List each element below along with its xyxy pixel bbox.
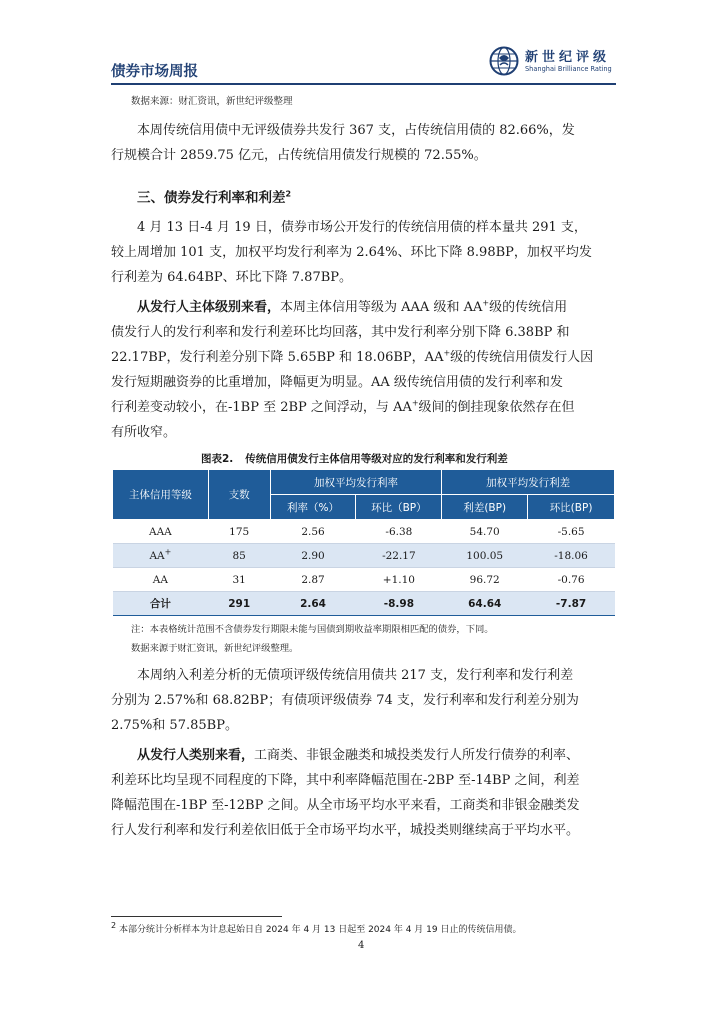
section-heading [137, 186, 291, 206]
header-count: 支数 [208, 470, 270, 520]
paragraph-issuer-type [111, 743, 616, 843]
text-line: 债发行人的发行利率和发行利差环比均回落，其中发行利率分别下降 6.38BP 和 [111, 325, 570, 340]
table-note: 注：本表格统计范围不含债券发行期限未能与国债到期收益率期限相匹配的债券，下同。 [131, 624, 494, 635]
cell-rate: 2.56 [270, 520, 356, 544]
header-group-rate: 加权平均发行利率 [270, 470, 442, 495]
cell-spread-change: -0.76 [528, 568, 615, 592]
cell-spread-change: -18.06 [528, 544, 615, 568]
cell-rate-change: -6.38 [356, 520, 442, 544]
table-row [113, 544, 615, 568]
table-source: 数据来源于财汇资讯，新世纪评级整理。 [131, 643, 299, 654]
cell-spread-change: -7.87 [528, 592, 615, 616]
cell-rate: 2.64 [270, 592, 356, 616]
cell-count: 31 [208, 568, 270, 592]
header-rating: 主体信用等级 [113, 470, 209, 520]
header-spread-change: 环比(BP) [528, 495, 615, 520]
logo-chinese-name: 新世纪评级 [525, 50, 611, 65]
cell-count: 291 [208, 592, 270, 616]
text-line: 从发行人类别来看，工商类、非银金融类和城投类发行人所发行债券的利率、 [137, 748, 580, 763]
text-line: 行利差为 64.64BP、环比下降 7.87BP。 [111, 270, 353, 285]
text-line: 有所收窄。 [111, 425, 177, 440]
header-spread: 利差(BP) [442, 495, 528, 520]
text-line: 较上周增加 101 支，加权平均发行利率为 2.64%、环比下降 8.98BP，加权平均发 [111, 245, 592, 260]
cell-rate: 2.87 [270, 568, 356, 592]
paragraph-lead: 从发行人类别来看， [137, 748, 255, 763]
table-total-row [113, 592, 615, 616]
text-line: 利差环比均呈现不同程度的下降，其中利率降幅范围在-2BP 至-14BP 之间，利差 [111, 773, 580, 788]
cell-count: 175 [208, 520, 270, 544]
table-caption-text: 传统信用债发行主体信用等级对应的发行利率和发行利差 [245, 453, 508, 465]
header-title: 债券市场周报 [111, 64, 198, 80]
cell-spread-change: -5.65 [528, 520, 615, 544]
page-header [111, 44, 616, 82]
cell-spread: 96.72 [442, 568, 528, 592]
text-line: 行规模合计 2859.75 亿元，占传统信用债发行规模的 72.55%。 [111, 148, 487, 163]
cell-rating: AA [113, 568, 209, 592]
globe-logo-icon [489, 46, 519, 76]
table-caption-number: 图表2. [201, 453, 234, 465]
paragraph-issuer-rating [111, 295, 616, 445]
logo-english-name: Shanghai Brilliance Rating [525, 65, 612, 73]
text-line: 分别为 2.57%和 68.82BP；有债项评级债券 74 支，发行利率和发行利差分别为 [111, 693, 579, 708]
text-line: 本周纳入利差分析的无债项评级传统信用债共 217 支，发行利率和发行利差 [137, 668, 574, 683]
text-line: 降幅范围在-1BP 至-12BP 之间。从全市场平均水平来看，工商类和非银金融类发 [111, 798, 580, 813]
cell-rate-change: +1.10 [356, 568, 442, 592]
table-caption [201, 451, 508, 466]
text-line: 本周传统信用债中无评级债券共发行 367 支，占传统信用债的 82.66%，发 [137, 123, 575, 138]
cell-spread: 100.05 [442, 544, 528, 568]
text-line: 发行短期融资券的比重增加，降幅更为明显。AA 级传统信用债的发行利率和发 [111, 375, 563, 390]
footnote-divider [111, 916, 282, 917]
footnote-ref: 2 [285, 189, 292, 199]
header-group-spread: 加权平均发行利差 [442, 470, 615, 495]
text-line: 行利差变动较小，在-1BP 至 2BP 之间浮动，与 AA+级间的倒挂现象依然存在但 [111, 398, 575, 415]
cell-rate-change: -8.98 [356, 592, 442, 616]
cell-spread: 54.70 [442, 520, 528, 544]
page-number: 4 [358, 940, 365, 951]
header-rate-change: 环比（BP） [356, 495, 442, 520]
footnote-mark: 2 [111, 921, 117, 930]
paragraph-rated-vs-unrated [111, 663, 616, 738]
paragraph-unrated-bonds [111, 118, 616, 168]
rating-rate-table [112, 469, 615, 616]
cell-rate: 2.90 [270, 544, 356, 568]
cell-rate-change: -22.17 [356, 544, 442, 568]
header-rate: 利率（%） [270, 495, 356, 520]
table-row [113, 568, 615, 592]
text-line: 4 月 13 日-4 月 19 日，债券市场公开发行的传统信用债的样本量共 291 支， [137, 220, 587, 235]
cell-rating: AAA [113, 520, 209, 544]
company-logo [489, 44, 619, 80]
text-line: 从发行人主体级别来看，本周主体信用等级为 AAA 级和 AA+级的传统信用 [137, 298, 568, 315]
cell-rating: 合计 [113, 592, 209, 616]
section-title: 三、债券发行利率和利差 [137, 190, 286, 206]
data-source-top: 数据来源：财汇资讯，新世纪评级整理 [131, 96, 293, 107]
cell-rating: AA+ [113, 544, 209, 568]
text-line: 2.75%和 57.85BP。 [111, 718, 238, 733]
text-line: 22.17BP，发行利差分别下降 5.65BP 和 18.06BP，AA+级的传统信用债发行人因 [111, 348, 594, 365]
footnote-text: 本部分统计分析样本为计息起始日自 2024 年 4 月 13 日起至 2024 年 4 月 19 日止的传统信用债。 [118, 925, 522, 935]
text-line: 行人发行利率和发行利差依旧低于全市场平均水平，城投类则继续高于平均水平。 [111, 823, 580, 838]
cell-spread: 64.64 [442, 592, 528, 616]
paragraph-weekly-summary [111, 215, 616, 290]
cell-count: 85 [208, 544, 270, 568]
header-divider [111, 83, 616, 85]
table-row [113, 520, 615, 544]
paragraph-lead: 从发行人主体级别来看， [137, 300, 281, 315]
footnote [111, 922, 521, 935]
